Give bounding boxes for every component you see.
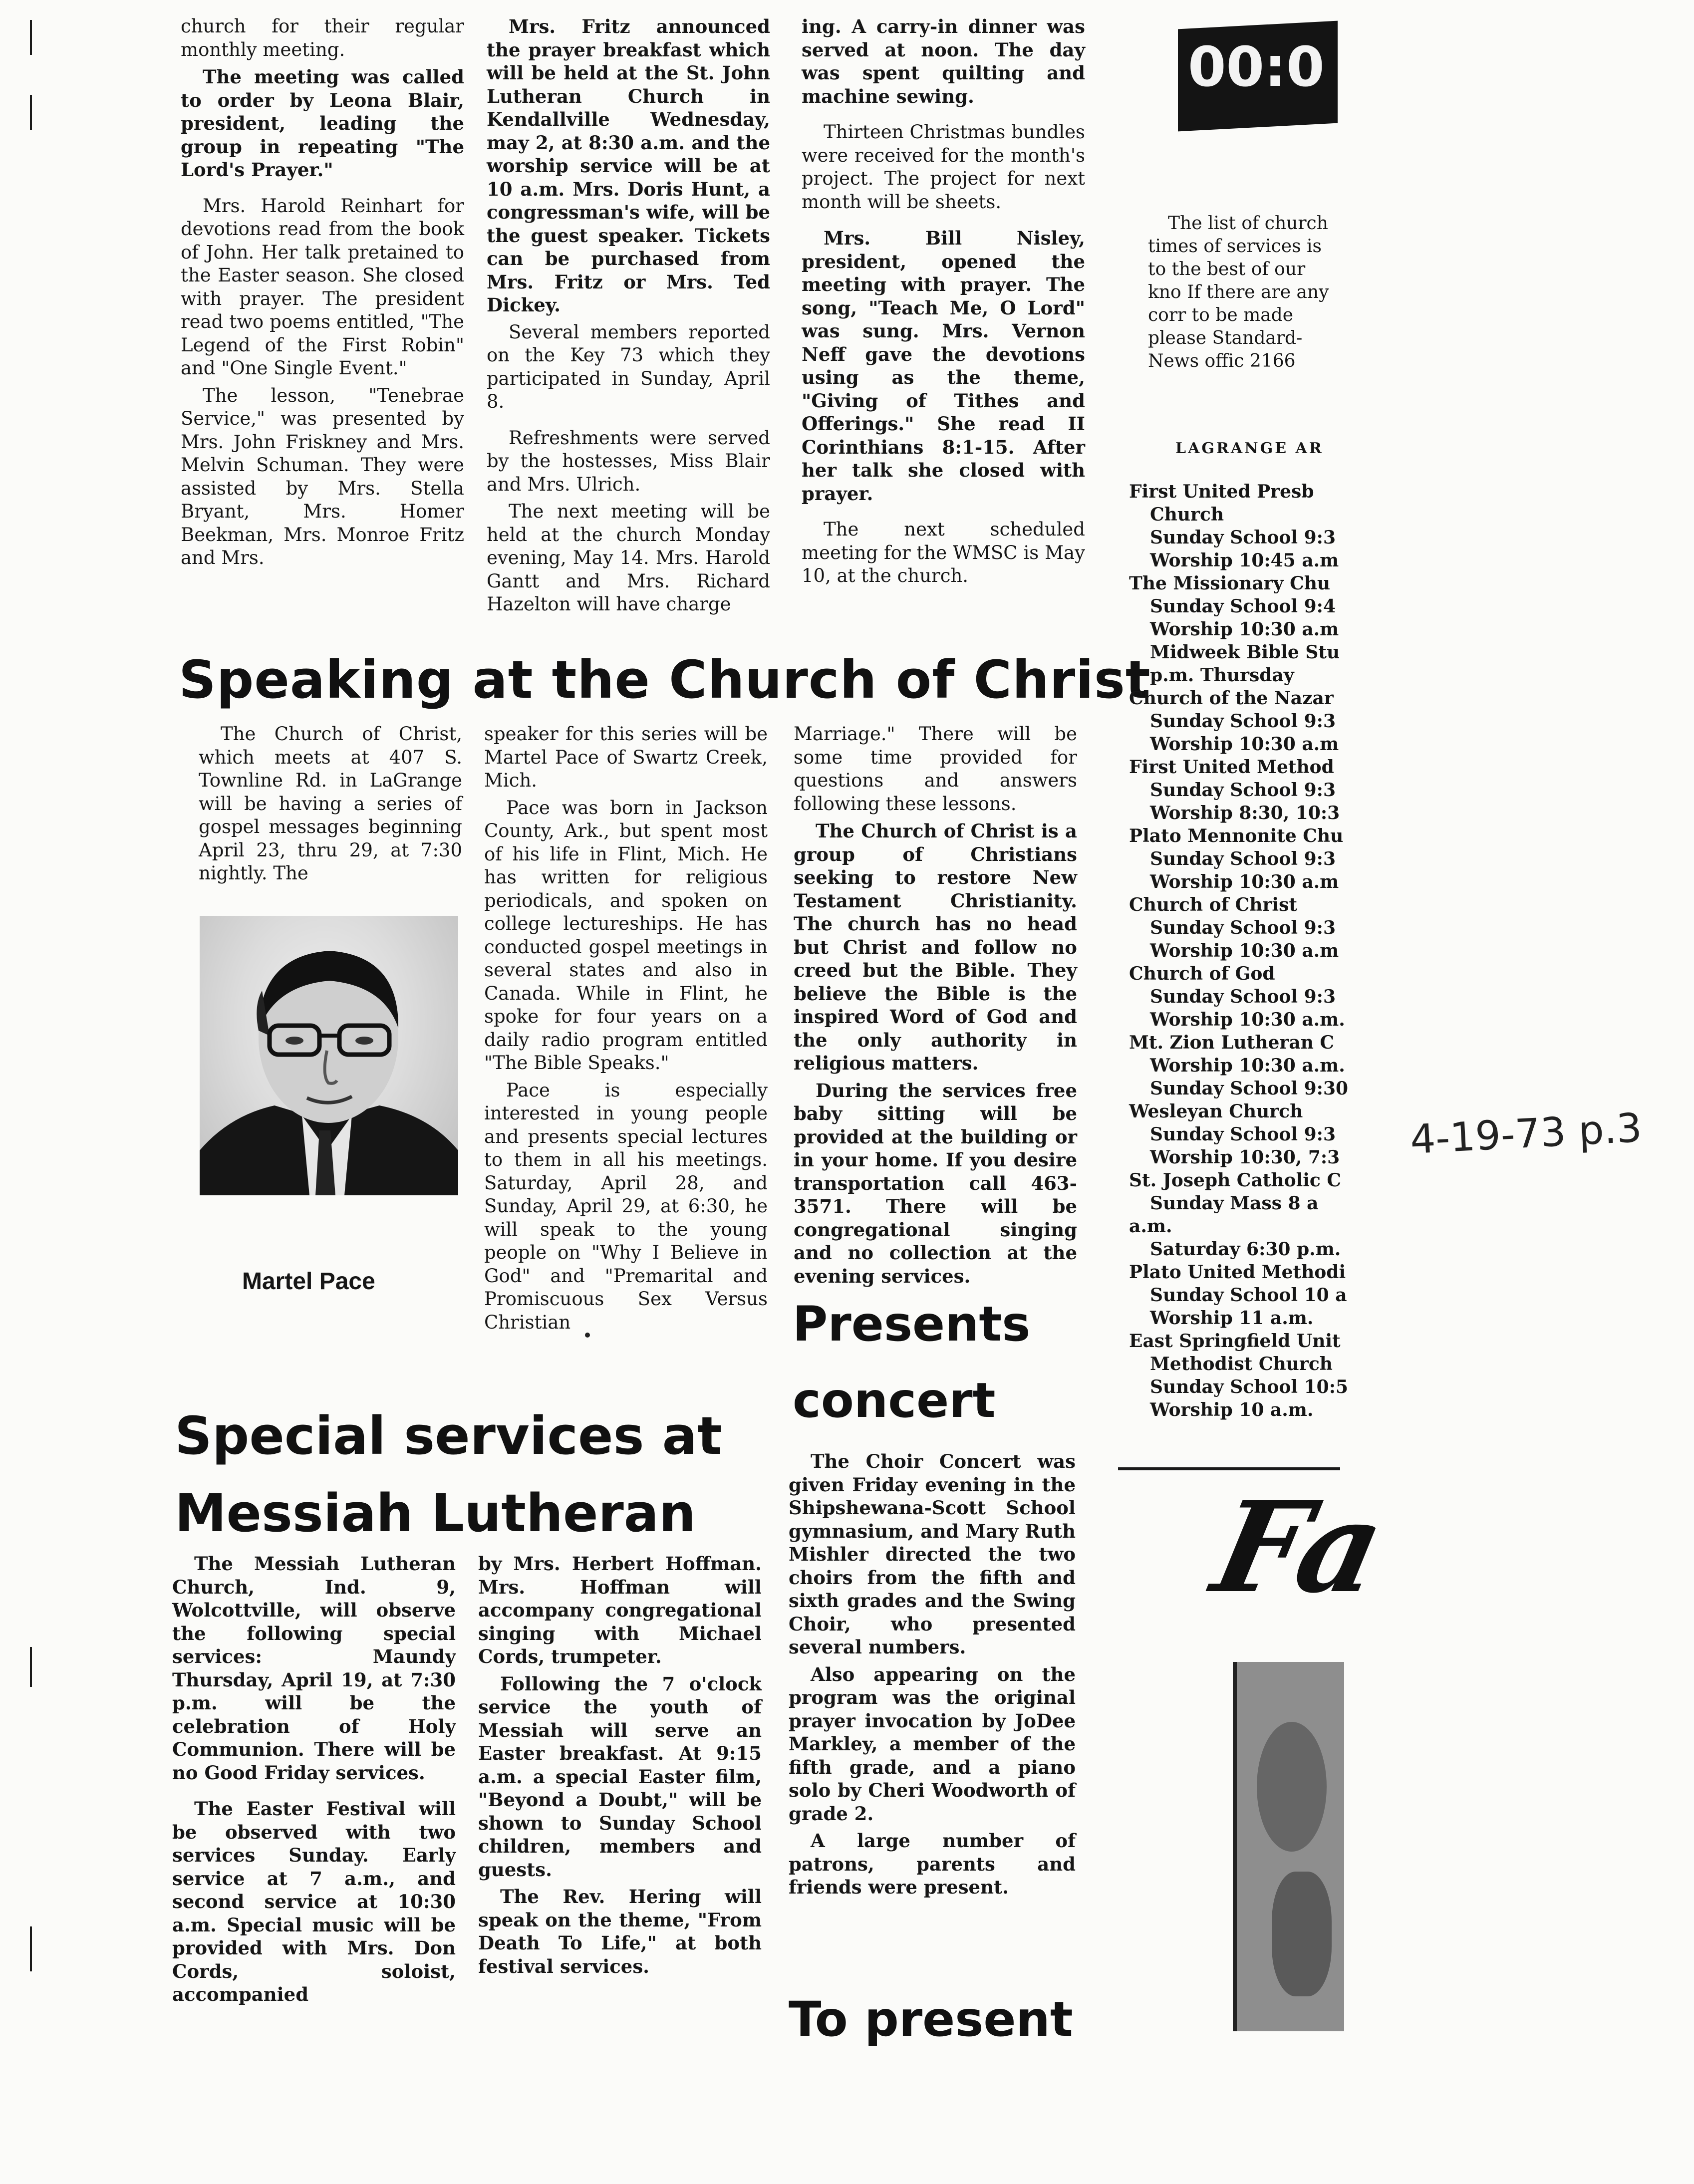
directory-service-time: Sunday School 10 a: [1150, 1285, 1347, 1306]
headline-speaking: Speaking at the Church of Christ: [179, 649, 1151, 710]
bullet-dot: [585, 1333, 590, 1338]
directory-church-name: Church of Christ: [1129, 894, 1297, 915]
directory-service-time: Worship 10:30 a.m.: [1150, 1009, 1345, 1030]
directory-service-time: Worship 10 a.m.: [1150, 1399, 1314, 1420]
paragraph: A large number of patrons, parents and friends were present.: [789, 1830, 1076, 1898]
paragraph: Following the 7 o'clock service the youth of Messiah will serve an Easter breakfast. At 9:15 a.m. a special Easter film, "Beyond a Doubt," will be shown to Sunday School children, members and guests.: [478, 1672, 762, 1881]
directory-church-name: Plato United Methodi: [1129, 1262, 1346, 1283]
headline-concert: concert: [793, 1372, 996, 1428]
paragraph: Thirteen Christmas bundles were received for the month's project. The project for next month will be sheets.: [802, 121, 1085, 213]
directory-intro-text: The list of church times of services is to the best of our kno If there are any corr to be made please Standard-News offic 2166: [1148, 213, 1329, 371]
speaking-column-2: [484, 723, 768, 1333]
paragraph: The Easter Festival will be observed with two services Sunday. Early service at 7 a.m., and second service at 10:30 a.m. Special music will be provided with Mrs. Don Cords, soloist, accompanied: [172, 1798, 456, 2005]
headline-special-services: Special services at: [175, 1405, 722, 1466]
paragraph: Several members reported on the Key 73 which they participated in Sunday, April 8.: [487, 321, 770, 412]
portrait-photo: [200, 916, 458, 1195]
speaking-column-3: [794, 723, 1077, 1287]
messiah-column-2: [478, 1552, 762, 1977]
directory-church-name: St. Joseph Catholic C: [1129, 1170, 1342, 1191]
directory-service-time: Midweek Bible Stu: [1150, 642, 1340, 663]
directory-church-name: East Springfield Unit: [1129, 1331, 1341, 1352]
directory-service-time: Worship 8:30, 10:3: [1150, 803, 1340, 823]
directory-service-time: Worship 10:30 a.m: [1150, 940, 1339, 961]
paragraph: The Choir Concert was given Friday evening in the Shipshewana-Scott School gymnasium, and Mary Ruth Mishler directed the two choirs from the fifth and sixth grades and the Swing Choir, who presented several numbers.: [789, 1450, 1076, 1658]
directory-church-name: Plato Mennonite Chu: [1129, 825, 1344, 846]
paragraph: The lesson, "Tenebrae Service," was presented by Mrs. John Friskney and Mrs. Melvin Schuman. They were assisted by Mrs. Stella Bryant, Mrs. Homer Beekman, Mrs. Monroe Fritz and Mrs.: [181, 384, 464, 568]
directory-service-time: Worship 10:30 a.m: [1150, 619, 1339, 640]
directory-service-time: p.m. Thursday: [1150, 665, 1294, 686]
speaking-column-1: [199, 723, 462, 884]
paragraph: by Mrs. Herbert Hoffman. Mrs. Hoffman will accompany congregational singing with Michael Cords, trumpeter.: [478, 1553, 762, 1667]
top-column-3: [802, 15, 1085, 586]
margin-mark: [30, 20, 32, 55]
headline-messiah-lutheran: Messiah Lutheran: [175, 1483, 696, 1544]
directory-service-time: Sunday School 9:3: [1150, 711, 1336, 732]
top-column-1: [181, 15, 464, 569]
directory-church-name: Church of God: [1129, 963, 1275, 984]
paragraph: ing. A carry-in dinner was served at noon. The day was spent quilting and machine sewing.: [802, 15, 1085, 107]
paragraph: Pace is especially interested in young people and presents special lectures to them in all his meetings. Saturday, April 28, and Sunday, April 29, at 6:30, he will speak to the young people on "Why I Believe in God" and "Premarital and Promiscuous Sex Versus Christian: [484, 1079, 768, 1333]
ad-script-text: Fa: [1202, 1474, 1397, 1621]
directory-service-time: Sunday School 9:3: [1150, 917, 1336, 938]
directory-intro: [1148, 212, 1340, 372]
directory-church-name: First United Presb: [1129, 481, 1314, 502]
directory-service-time: Sunday School 9:3: [1150, 848, 1336, 869]
directory-church-name: Church: [1150, 504, 1224, 525]
paragraph: Refreshments were served by the hostesses, Miss Blair and Mrs. Ulrich.: [487, 427, 770, 495]
directory-service-time: Worship 10:30 a.m: [1150, 871, 1339, 892]
directory-service-time: Sunday School 10:5: [1150, 1376, 1349, 1397]
photo-caption: Martel Pace: [242, 1268, 375, 1295]
paragraph: Also appearing on the program was the original prayer invocation by JoDee Markley, a member of the fifth grade, and a piano solo by Cheri Woodworth of grade 2.: [789, 1663, 1076, 1825]
paragraph: Mrs. Fritz announced the prayer breakfast which will be held at the St. John Lutheran Church in Kendallville Wednesday, may 2, at 8:30 a.m. and the worship service will be at 10 a.m. Mrs. Doris Hunt, a congressman's wife, will be the guest speaker. Tickets can be purchased from Mrs. Fritz or Mrs. Ted Dickey.: [487, 15, 770, 316]
concert-column: [789, 1450, 1076, 1898]
paragraph: The Rev. Hering will speak on the theme, "From Death To Life," at both festival services.: [478, 1886, 762, 1977]
ad-photo-fragment: [1233, 1662, 1344, 2031]
paragraph: The Church of Christ is a group of Christians seeking to restore New Testament Christianity. The church has no head but Christ and follow no creed but the Bible. They believe the Bible is the inspired Word of God and the only authority in religious matters.: [794, 820, 1077, 1074]
directory-church-name: Mt. Zion Lutheran C: [1129, 1032, 1335, 1053]
ad-fragment-top: [1178, 15, 1338, 127]
paragraph: The next meeting will be held at the church Monday evening, May 14. Mrs. Harold Gantt and Mrs. Richard Hazelton will have charge: [487, 501, 770, 615]
directory-service-time: Sunday School 9:3: [1150, 1124, 1336, 1145]
paragraph: Mrs. Bill Nisley, president, opened the meeting with prayer. The song, "Teach Me, O Lord" was sung. Mrs. Vernon Neff gave the devotions using as the theme, "Giving of Tithes and Offerings." She read II Corinthians 8:1-15. After her talk she closed with prayer.: [802, 227, 1085, 505]
directory-service-time: Worship 10:30 a.m.: [1150, 1055, 1345, 1076]
ad-fragment-bottom: [1202, 1474, 1397, 1621]
margin-mark: [30, 1926, 32, 1971]
directory-church-name: Methodist Church: [1150, 1354, 1333, 1374]
directory-service-time: Sunday School 9:3: [1150, 527, 1336, 548]
paragraph: The Messiah Lutheran Church, Ind. 9, Wolcottville, will observe the following special services: Maundy Thursday, April 19, at 7:30 p.m. will be the celebration of Holy Communion. There will be no Good Friday services.: [172, 1553, 456, 1784]
divider-rule: [1118, 1467, 1340, 1470]
margin-mark: [30, 95, 32, 130]
directory-service-time: Sunday School 9:3: [1150, 780, 1336, 801]
margin-mark: [30, 1647, 32, 1687]
directory-service-time: Worship 10:45 a.m: [1150, 550, 1339, 571]
paragraph: The Church of Christ, which meets at 407 S. Townline Rd. in LaGrange will be having a series of gospel messages beginning April 23, thru 29, at 7:30 nightly. The: [199, 723, 462, 884]
headline-to-present: To present: [789, 1991, 1073, 2047]
paragraph: church for their regular monthly meeting.: [181, 15, 464, 60]
directory-service-time: Sunday School 9:30: [1150, 1078, 1349, 1099]
headline-presents: Presents: [793, 1296, 1031, 1352]
directory-service-time: Sunday Mass 8 a: [1150, 1193, 1319, 1214]
directory-heading: LAGRANGE AR: [1175, 440, 1324, 457]
paragraph: The meeting was called to order by Leona Blair, president, leading the group in repeating "The Lord's Prayer.": [181, 66, 464, 181]
directory-list: [1129, 480, 1349, 1433]
directory-service-time: Worship 11 a.m.: [1150, 1308, 1314, 1329]
portrait-illustration: [200, 916, 458, 1195]
paragraph: Marriage." There will be some time provided for questions and answers following these lessons.: [794, 723, 1077, 815]
directory-service-time: Sunday School 9:4: [1150, 596, 1336, 617]
top-column-2: [487, 15, 770, 615]
paragraph: Pace was born in Jackson County, Ark., but spent most of his life in Flint, Mich. He has written for religious periodicals, and spoken on college lectureships. He has conducted gospel meetings in several states and also in Canada. While in Flint, he spoke for four years on a daily radio program entitled "The Bible Speaks.": [484, 797, 768, 1074]
handwritten-date-note: 4-19-73 p.3: [1409, 1104, 1643, 1163]
directory-church-name: a.m.: [1129, 1216, 1172, 1237]
directory-service-time: Worship 10:30 a.m: [1150, 734, 1339, 755]
directory-church-name: Wesleyan Church: [1129, 1101, 1303, 1122]
directory-church-name: First United Method: [1129, 757, 1334, 778]
paragraph: During the services free baby sitting will be provided at the building or in your home. If you desire transportation call 463-3571. There will be congregational singing and no collection at the evening services.: [794, 1079, 1077, 1287]
directory-service-time: Worship 10:30, 7:3: [1150, 1147, 1340, 1168]
directory-service-time: Saturday 6:30 p.m.: [1150, 1239, 1341, 1260]
directory-service-time: Sunday School 9:3: [1150, 986, 1336, 1007]
directory-church-name: Church of the Nazar: [1129, 688, 1334, 709]
paragraph: speaker for this series will be Martel Pace of Swartz Creek, Mich.: [484, 723, 768, 791]
messiah-column-1: [172, 1552, 456, 2005]
ad-dark-text: 00:0: [1188, 35, 1325, 99]
directory-church-name: The Missionary Chu: [1129, 573, 1331, 594]
paragraph: The next scheduled meeting for the WMSC is May 10, at the church.: [802, 519, 1085, 586]
paragraph: Mrs. Harold Reinhart for devotions read from the book of John. Her talk pretained to the Easter season. She closed with prayer. The president read two poems entitled, "The Legend of the First Robin" and "One Single Event.": [181, 195, 464, 379]
